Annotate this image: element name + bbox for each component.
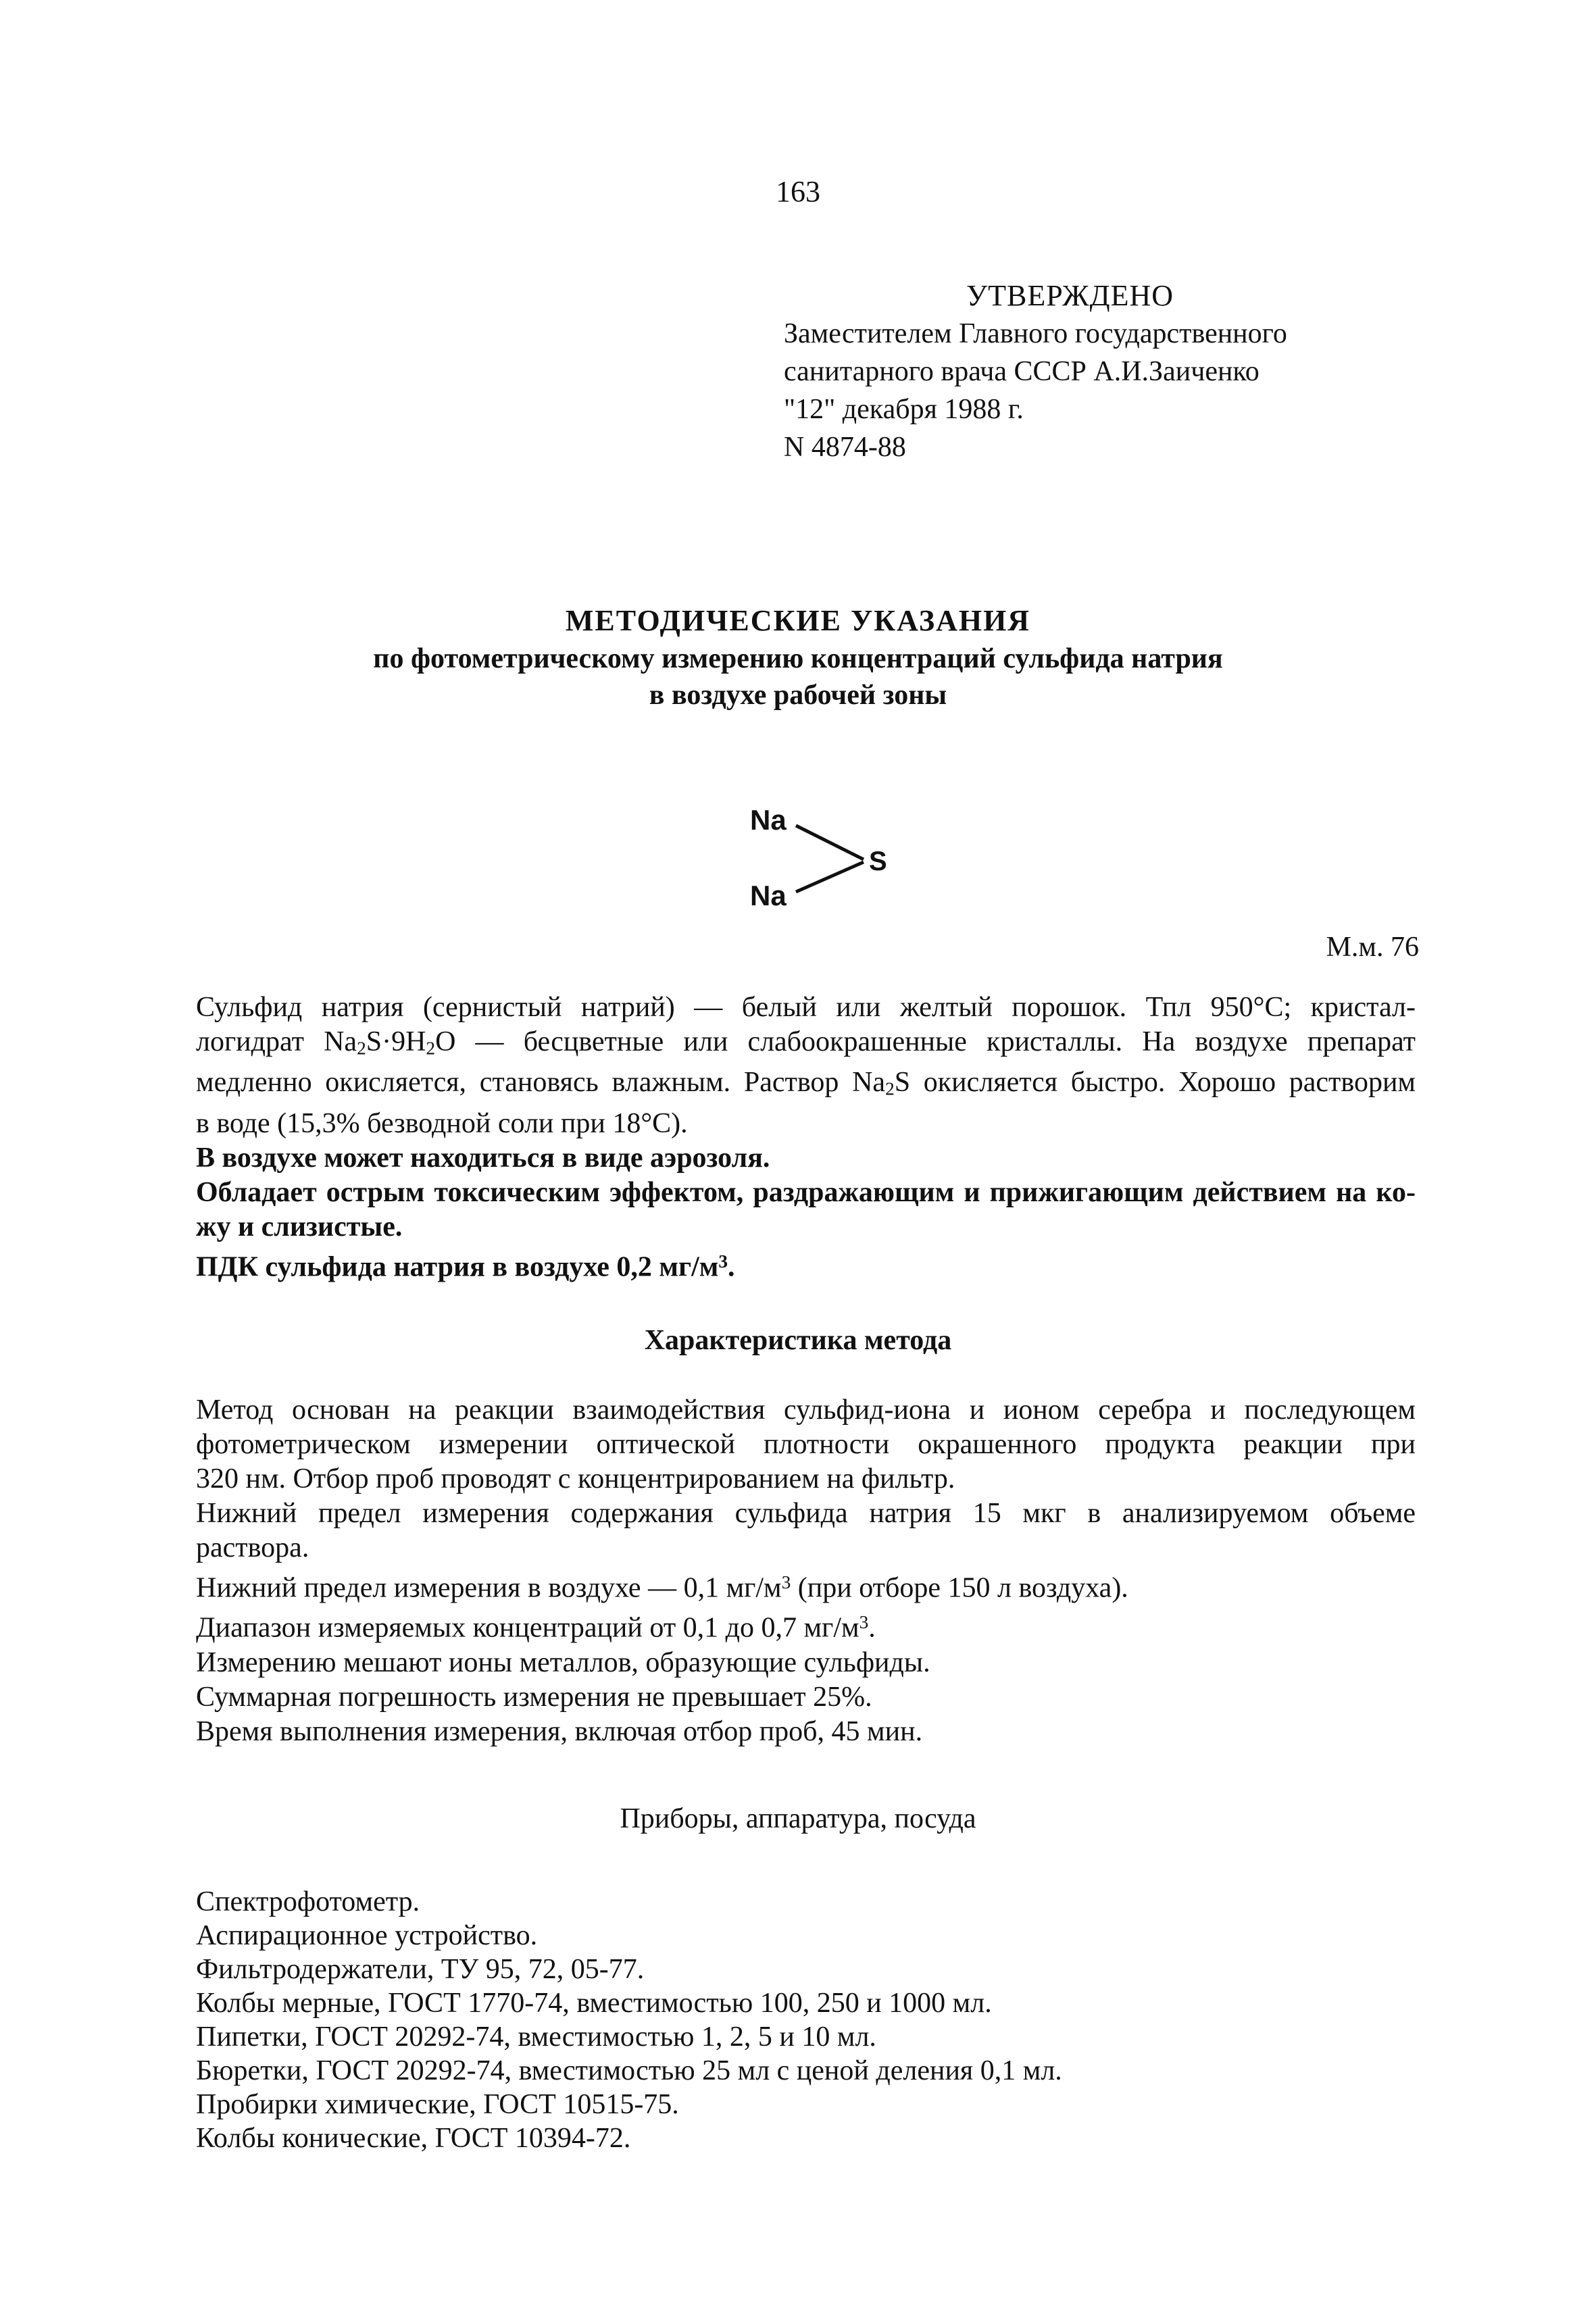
method-line: фотометрическом измерении оптической плотности окрашенного продукта реакции при — [196, 1429, 1416, 1460]
list-item: Спектрофотометр. — [196, 1886, 420, 1917]
description-line: Обладает острым токсическим эффектом, раздражающим и прижигающим действием на ко- — [196, 1176, 1416, 1208]
method-line: Измерению мешают ионы металлов, образующие сульфиды. — [196, 1646, 930, 1678]
title-subtitle: в воздухе рабочей зоны — [649, 680, 947, 711]
description-line: медленно окисляется, становясь влажным. Раствор $Na_2S$ окисляется быстро. Хорошо растворим — [196, 1067, 1416, 1099]
method-line: Метод основан на реакции взаимодействия сульфид-иона и ионом серебра и последующем — [196, 1394, 1416, 1426]
list-item: Аспирационное устройство. — [196, 1920, 538, 1951]
approval-block — [784, 277, 1287, 466]
method-line: Нижний предел измерения содержания сульфида натрия 15 мкг в анализируемом объеме — [196, 1498, 1416, 1529]
description-line: Сульфид натрия (сернистый натрий) — белый или желтый порошок. Тпл 950°С; кристал- — [196, 992, 1416, 1023]
section-heading-equipment: Приборы, аппаратура, посуда — [620, 1803, 976, 1834]
list-item: Колбы конические, ГОСТ 10394-72. — [196, 2123, 631, 2154]
method-section — [196, 1393, 1416, 1749]
document-title — [0, 601, 1596, 713]
description-line: В воздухе может находиться в виде аэрозоля. — [196, 1142, 770, 1174]
mpc-statement: ПДК сульфида натрия в воздухе 0,2 $мг/м^3$. — [196, 1251, 735, 1283]
approval-heading: УТВЕРЖДЕНО — [966, 279, 1174, 312]
approval-number: N 4874-88 — [784, 432, 906, 463]
approval-date: "12" декабря 1988 г. — [784, 394, 1024, 425]
structural-formula — [743, 797, 905, 919]
description-line: в воде (15,3% безводной соли при 18°С). — [196, 1107, 688, 1139]
method-line: 320 нм. Отбор проб проводят с концентрированием на фильтр. — [196, 1463, 955, 1494]
section-heading-method: Характеристика метода — [644, 1325, 952, 1356]
method-line: Суммарная погрешность измерения не превышает 25%. — [196, 1681, 872, 1713]
method-line: Нижний предел измерения в воздухе — 0,1 $мг/м^3$ (при отборе 150 л воздуха). — [196, 1572, 1128, 1604]
method-line: Время выполнения измерения, включая отбор проб, 45 мин. — [196, 1715, 923, 1747]
list-item: Колбы мерные, ГОСТ 1770-74, вместимостью 100, 250 и 1000 мл. — [196, 1988, 992, 2019]
approval-line: Заместителем Главного государственного — [784, 318, 1287, 349]
formula-atom-na: Na — [750, 880, 787, 911]
list-item: Бюретки, ГОСТ 20292-74, вместимостью 25 мл с ценой деления 0,1 мл. — [196, 2055, 1062, 2086]
formula-atom-na: Na — [750, 804, 787, 836]
formula-bond — [796, 862, 864, 892]
approval-line: санитарного врача СССР А.И.Заиченко — [784, 356, 1260, 387]
formula-atom-s: S — [869, 847, 887, 876]
list-item: Пробирки химические, ГОСТ 10515-75. — [196, 2089, 679, 2120]
title-main: МЕТОДИЧЕСКИЕ УКАЗАНИЯ — [565, 604, 1031, 637]
molecular-weight: М.м. 76 — [1326, 932, 1419, 963]
description-line: логидрат $Na_2S\cdot 9H_2O$ — бесцветные или слабоокрашенные кристаллы. На воздухе препарат — [196, 1026, 1416, 1059]
title-subtitle: по фотометрическому измерению концентраций сульфида натрия — [373, 643, 1223, 674]
method-line: раствора. — [196, 1532, 309, 1563]
description-section — [196, 990, 1416, 1284]
list-item: Пипетки, ГОСТ 20292-74, вместимостью 1, 2, 5 и 10 мл. — [196, 2021, 876, 2053]
description-line: жу и слизистые. — [196, 1211, 403, 1242]
list-item: Фильтродержатели, ТУ 95, 72, 05-77. — [196, 1954, 645, 1985]
formula-bond — [796, 826, 864, 859]
page-number: 163 — [776, 175, 820, 208]
method-line: Диапазон измеряемых концентраций от 0,1 до 0,7 $мг/м^3$. — [196, 1612, 876, 1644]
equipment-list — [196, 1885, 1062, 2155]
